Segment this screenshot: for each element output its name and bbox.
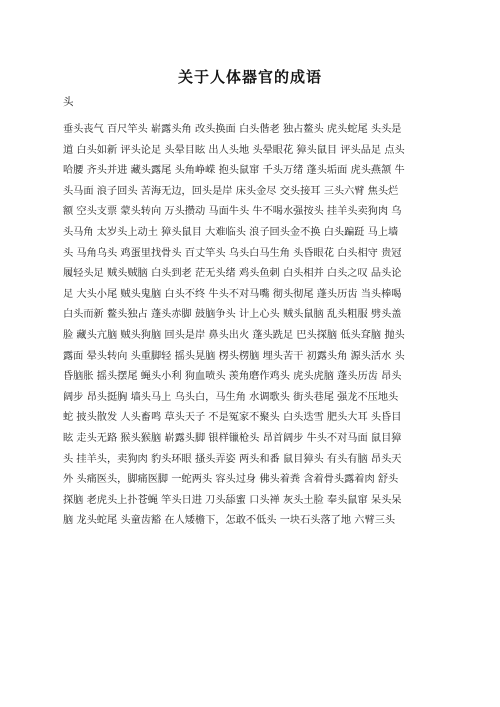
- text-line: 履轻头足 贼头贼脑 白头到老 茫无头绪 鸡头鱼刺 白头相并 白头之叹 品头论: [63, 268, 402, 280]
- text-line: 哈腰 齐头并进 藏头露尾 头角峥嵘 抱头鼠窜 千头万绪 蓬头垢面 虎头燕颔 牛: [63, 165, 405, 177]
- text-line: 阔步 昂头挺胸 墙头马上 乌头白，马生角 水调歌头 街头巷尾 强龙不压地头: [63, 391, 399, 403]
- text-line: 蛇 披头散发 人头畜鸣 草头天子 不是冤家不聚头 白头迭雪 肥头大耳 头昏目: [63, 412, 402, 424]
- document-title: 关于人体器官的成语: [177, 68, 322, 86]
- text-line: 露面 晕头转向 头重脚轻 摇头晃脑 楞头楞脑 埋头苦干 初露头角 源头活水 头: [63, 350, 405, 362]
- text-line: 足 大头小尾 贼头鬼脑 白头不终 牛头不对马嘴 彻头彻尾 蓬头历齿 当头棒喝: [63, 288, 402, 300]
- text-line: 眩 走头无路 猴头猴脑 崭露头脚 银样镴枪头 昂首阔步 牛头不对马面 鼠目獐: [63, 432, 402, 444]
- idiom-text-block: [63, 120, 443, 532]
- text-line: 探脑 老虎头上扑苍蝇 竿头日进 刀头舔蜜 口头禅 灰头土脸 奉头鼠窜 呆头呆: [63, 494, 402, 506]
- text-line: 头 挂羊头，卖狗肉 豹头环眼 搔头弄姿 两头和番 鼠目獐头 有头有脑 昂头天: [63, 453, 402, 465]
- text-line: 昏脑胀 摇头摆尾 蝇头小利 狗血喷头 羡角磨作鸡头 虎头虎脑 蓬头历齿 昂头: [63, 371, 402, 383]
- text-line: 脸 藏头亢脑 贼头狗脑 回头是岸 鼻头出火 蓬头跣足 巴头探脑 低头耷脑 抛头: [63, 329, 405, 341]
- text-line: 道 白头如新 评头论足 头晕目眩 出人头地 头晕眼花 獐头鼠目 评头品足 点头: [63, 144, 405, 156]
- text-line: 外 头痛医头，脚痛医脚 一蛇两头 容头过身 佛头着粪 含着骨头露着肉 舒头: [63, 474, 399, 486]
- text-line: 脑 龙头蛇尾 头童齿豁 在人矮檐下，怎敢不低头 一块石头落了地 六臂三头: [63, 515, 396, 527]
- section-heading: 头: [63, 96, 74, 108]
- text-line: 头 马角乌头 鸡蛋里找骨头 百丈竿头 乌头白马生角 头昏眼花 白头相守 贵冠: [63, 247, 402, 259]
- text-line: 垂头丧气 百尺竿头 崭露头角 改头换面 白头偕老 独占鳌头 虎头蛇尾 头头是: [63, 124, 402, 135]
- text-line: 额 空头支票 蒙头转向 万头攒动 马面牛头 牛不喝水强按头 挂羊头卖狗肉 乌: [63, 206, 402, 218]
- text-line: 头马角 太岁头上动土 獐头鼠目 大难临头 浪子回头金不换 白头蹁跹 马上墙: [63, 226, 399, 238]
- text-line: 头马面 浪子回头 苦海无边，回头是岸 床头金尽 交头接耳 三头六臂 焦头烂: [63, 185, 399, 197]
- text-line: 白头而新 鳌头独占 蓬头赤脚 鼓脑争头 计上心头 贼头鼠脑 乱头粗服 劈头盖: [63, 309, 402, 321]
